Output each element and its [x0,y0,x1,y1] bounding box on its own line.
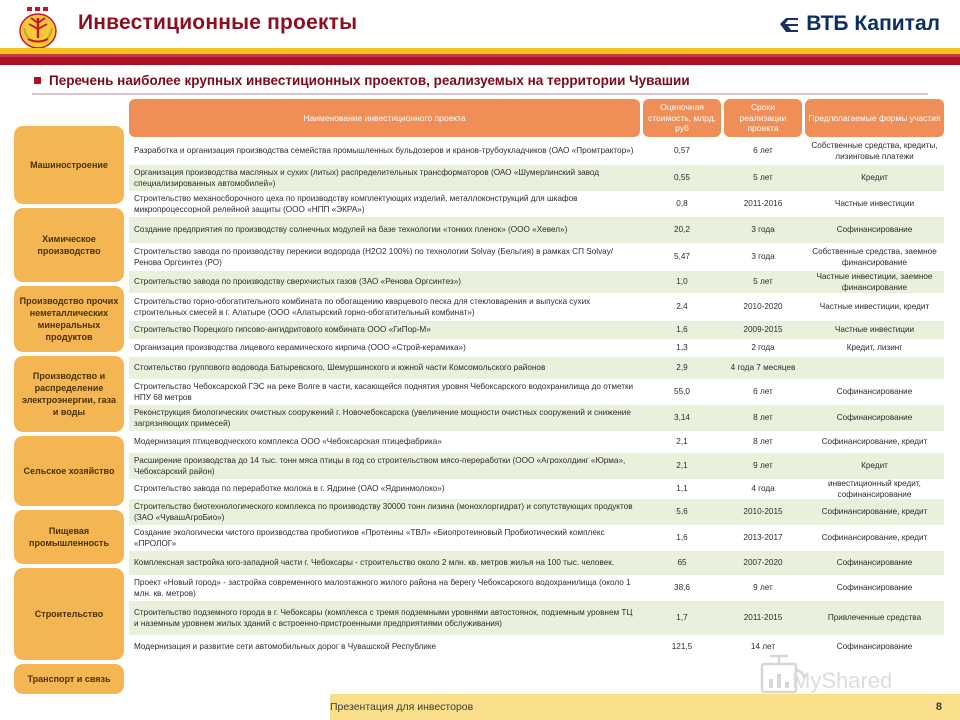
table-row [129,635,944,659]
cell-project-name: Организация производства лицевого керамического кирпича (ООО «Строй-керамика») [134,343,466,353]
table-row [129,601,944,635]
table-row [129,321,944,339]
cell-term: 8 лет [753,437,773,447]
cell-cost: 1,7 [676,613,688,623]
cell-cost: 0,55 [674,173,690,183]
cell-form: Софинансирование [836,225,913,235]
cell-project-name: Расширение производства до 14 тыс. тонн мяса птицы в год со строительством мясо-переработки (ООО «Агрохолдинг «Юрма», Чебоксарский район) [134,455,626,476]
cell-cost: 55,0 [674,387,690,397]
table-row [129,525,944,551]
cell-term: 5 лет [753,277,773,287]
page-footer [0,694,960,720]
cell-project-name: Стоительство группового водовода Батыревского, Шемуршинского и южной части Комсомольского районов [134,363,546,373]
watermark-label: MyShared [792,668,893,693]
table-row [129,499,944,525]
cell-cost: 2,9 [676,363,688,373]
cell-project-name: Разработка и организация производства семейства промышленных бульдозеров и кранов-трубоукладчиков (ОАО «Промтрактор») [134,146,634,156]
cell-term: 2 года [751,343,775,353]
cell-cost: 1,0 [676,277,688,287]
footer-label: Презентация для инвесторов [330,701,474,713]
cell-term: 3 года [751,225,775,235]
cell-form: Софинансирование [836,583,913,593]
cell-form: Частные инвестиции [834,199,915,209]
cell-term: 2010-2015 [743,507,783,517]
cell-cost: 121,5 [671,642,693,652]
category-box: Машиностроение [14,126,124,204]
table-row [129,379,944,405]
cell-form: Привлеченные средства [827,613,922,623]
cell-project-name: Модернизация и развитие сети автомобильных дорог в Чувашской Республике [134,642,437,652]
category-box: Производство и распределение электроэнергии, газа и воды [14,356,124,432]
table-row [129,271,944,293]
cell-cost: 2,4 [676,302,688,312]
table-row [129,243,944,271]
cell-term: 2011-2015 [743,613,783,623]
table-row [129,165,944,191]
cell-form: Софинансирование [836,413,913,423]
chuvashia-coat-of-arms-icon [14,6,62,50]
cell-term: 4 года 7 месяцев [730,363,796,373]
table-row [129,357,944,379]
page-header [0,0,960,55]
square-bullet-icon [34,77,41,84]
header-red-bar [0,54,960,65]
cell-term: 9 лет [753,461,773,471]
cell-cost: 0,8 [676,199,688,209]
cell-form: Софинансирование, кредит [821,533,928,543]
column-header-term: Сроки реализации проекта [724,99,802,137]
cell-project-name: Строительство завода по переработке молока в г. Ядрине (ОАО «Ядринмолоко») [134,484,445,494]
cell-project-name: Комплексная застройка юго-западной части г. Чебоксары - строительство около 2 млн. кв. метров жилья на 100 тыс. человек. [134,558,615,568]
cell-term: 3 года [751,252,775,262]
cell-cost: 1,3 [676,343,688,353]
table-row [129,405,944,431]
cell-form: инвестиционный кредит, софинансирование [828,478,921,499]
cell-project-name: Строительство завода по производству сверхчистых газов (ЗАО «Ренова Оргсинтез») [134,277,461,287]
category-box: Строительство [14,568,124,660]
table-row [129,453,944,479]
projects-table [0,99,960,659]
cell-form: Частные инвестиции [834,325,915,335]
cell-form: Собственные средства, кредиты, лизинговые платежи [811,140,938,161]
cell-form: Софинансирование [836,387,913,397]
vtb-mark-icon [778,15,800,33]
cell-project-name: Строительство Чебоксарской ГЭС на реке Волге в части, касающейся поднятия уровня Чебоксарского водохранилища до отметки НПУ 68 метров [134,381,634,402]
table-body [129,137,944,659]
cell-term: 8 лет [753,413,773,423]
vtb-brand-label: ВТБ Капитал [806,12,940,35]
cell-project-name: Строительство биотехнологического комплекса по производству 30000 тонн лизина (монохлоргидрат) и сопутствующих продуктов (ЗАО «ЧувашАгроБио») [134,501,633,522]
cell-term: 2010-2020 [743,302,783,312]
subtitle-divider [32,93,928,95]
cell-cost: 20,2 [674,225,690,235]
page-number: 8 [935,701,942,713]
table-header-row [129,99,944,137]
cell-cost: 1,1 [676,484,688,494]
cell-term: 14 лет [750,642,776,652]
cell-term: 6 лет [753,146,773,156]
column-header-form: Предполагаемые формы участия [805,99,944,137]
column-header-name: Наименование инвестиционного проекта [129,99,640,137]
table-row [129,575,944,601]
table-row [129,293,944,321]
cell-cost: 1,6 [676,533,688,543]
cell-project-name: Реконструкция биологических очистных сооружений г. Новочебоксарска (увеличение мощности очистных сооружений и снижение загрязняющих примесей) [134,407,631,428]
cell-project-name: Строительство Порецкого гипсово-ангидритового комбината ООО «ГиПор-М» [134,325,431,335]
cell-project-name: Строительство горно-обогатительного комбината по обогащению кварцевого песка для стекловарения и выпуска сухих строительных смесей в г. Алатыре (ООО «Алатырский горно-обогатительный комбинат») [134,296,591,317]
cell-form: Частные инвестиции, кредит [819,302,930,312]
cell-form: Кредит [861,173,888,183]
cell-project-name: Строительство подземного города в г. Чебоксары (комплекса с тремя подземными уровнями автостоянок, подземным уровнем ТЦ и наземным уровнем жилых зданий с встроенно-пристроенными предприятиями обслуживания) [134,607,633,628]
table-row [129,479,944,499]
cell-term: 6 лет [753,387,773,397]
category-box: Химическое производство [14,208,124,282]
table-row [129,191,944,217]
category-box: Пищевая промышленность [14,510,124,564]
cell-term: 9 лет [753,583,773,593]
cell-project-name: Создание предприятия по производству солнечных модулей на базе технологии «тонких пленок» (ООО «Хевел») [134,225,568,235]
cell-project-name: Строительство механосборочного цеха по производству комплектующих изделий, металлоконструкций для шкафов микропроцессорной релейной защиты (ООО «НПП «ЭКРА») [134,193,578,214]
cell-cost: 65 [677,558,687,568]
cell-form: Софинансирование, кредит [821,437,928,447]
cell-term: 2011-2016 [743,199,783,209]
cell-project-name: Строительство завода по производству перекиси водорода (H2O2 100%) по технологии Solvay (Бельгия) в рамках СП Solvay/Ренова Оргсинтез (РО) [134,246,614,267]
cell-form: Софинансирование [836,558,913,568]
table-row [129,137,944,165]
cell-form [805,357,944,379]
table-row [129,217,944,243]
cell-project-name: Создание экологически чистого производства пробиотиков «Протеины «ТВЛ» «Биопротеиновый Пробиотический комплекс «ПРОЛОГ» [134,527,605,548]
table-row [129,339,944,357]
cell-cost: 2,1 [676,461,688,471]
cell-cost: 0,57 [674,146,690,156]
cell-cost: 5,47 [674,252,690,262]
cell-cost: 1,6 [676,325,688,335]
cell-project-name: Организация производства масляных и сухих (литых) распределительных трансформаторов (ОАО «Шумерлинский завод специализированных автомобилей») [134,167,600,188]
table-row [129,431,944,453]
category-box: Сельское хозяйство [14,436,124,506]
cell-project-name: Модернизация птицеводческого комплекса ООО «Чебоксарская птицефабрика» [134,437,442,447]
cell-form: Собственные средства, заемное финансирование [812,246,937,267]
footer-left-spacer [0,694,330,720]
cell-form: Частные инвестиции, заемное финансирование [816,271,933,292]
cell-cost: 38,6 [674,583,690,593]
cell-cost: 2,1 [676,437,688,447]
cell-form: Кредит, лизинг [846,343,903,353]
cell-term: 2013-2017 [743,533,783,543]
column-header-cost: Оценочная стоимость, млрд. руб [643,99,721,137]
cell-term: 2009-2015 [743,325,783,335]
cell-form: Софинансирование [836,642,913,652]
cell-term: 5 лет [753,173,773,183]
page-title: Инвестиционные проекты [78,11,358,34]
table-row [129,551,944,575]
cell-term: 2007-2020 [743,558,783,568]
cell-form: Кредит [861,461,888,471]
cell-cost: 3,14 [674,413,690,423]
section-subtitle [0,65,960,95]
cell-form: Софинансирование, кредит [821,507,928,517]
cell-cost: 5,6 [676,507,688,517]
subtitle-label: Перечень наиболее крупных инвестиционных проектов, реализуемых на территории Чувашии [49,72,690,88]
category-box: Производство прочих неметаллических минеральных продуктов [14,286,124,352]
category-box: Транспорт и связь [14,664,124,694]
cell-term: 4 года [751,484,775,494]
cell-project-name: Проект «Новый город» - застройка современного малоэтажного жилого района на берегу Чебоксарского водохранилища (около 1 млн. кв. метров) [134,577,631,598]
vtb-logo-icon [778,12,940,36]
